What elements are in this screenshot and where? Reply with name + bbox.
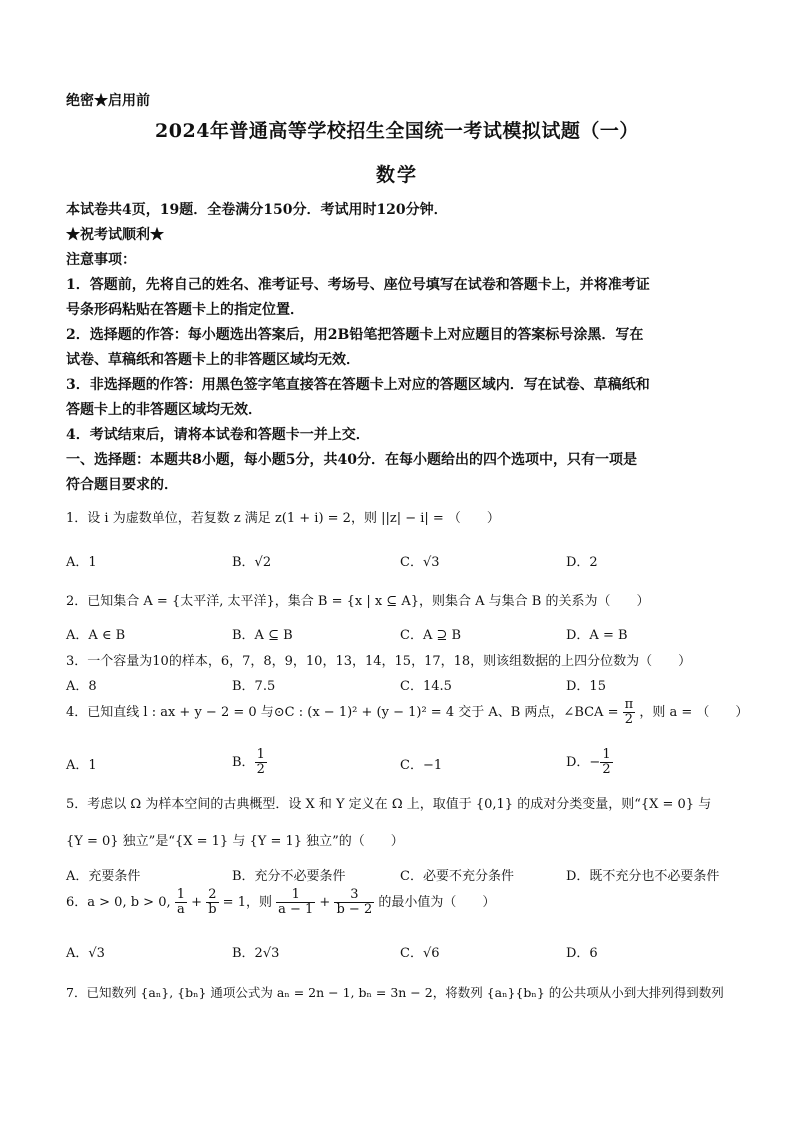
- q6-fraction-2: [206, 888, 218, 917]
- q6-fraction-2-numerator: 2: [206, 888, 218, 903]
- q1-option-a[interactable]: A．1: [66, 555, 97, 570]
- q6-stem-condition: 6．a > 0, b > 0,: [66, 895, 171, 910]
- question-3-stem: 3．一个容量为10的样本，6，7，8，9，10，13，14，15，17，18，则该组数据的上四分位数为（ ）: [66, 654, 692, 669]
- q3-option-a[interactable]: A．8: [66, 679, 97, 694]
- q6-fraction-3: [276, 888, 315, 917]
- question-3-options: [66, 675, 746, 695]
- q6-option-b[interactable]: B．2√3: [232, 946, 280, 961]
- question-2-options: [66, 624, 746, 644]
- note-3-line-2: 答题卡上的非答题区域均无效．: [66, 402, 262, 418]
- exam-title: 2024年普通高等学校招生全国统一考试模拟试题（一）: [155, 120, 639, 142]
- note-3-line-1: 3．非选择题的作答：用黑色签字笔直接答在答题卡上对应的答题区域内．写在试卷、草稿纸和: [66, 377, 650, 393]
- note-2-line-1: 2．选择题的作答：每小题选出答案后，用2B铅笔把答题卡上对应题目的答案标号涂黑．写在: [66, 327, 644, 343]
- q4-option-b-denominator: 2: [256, 762, 265, 777]
- question-7-stem: 7．已知数列 {aₙ}, {bₙ} 通项公式为 aₙ = 2n − 1, bₙ = 3n − 2，将数列 {aₙ}{bₙ} 的公共项从小到大排列得到数列: [66, 985, 724, 1000]
- q4-option-d-numerator: 1: [602, 747, 611, 762]
- note-1-line-2: 号条形码粘贴在答题卡上的指定位置．: [66, 302, 304, 318]
- q6-option-d[interactable]: D．6: [566, 946, 598, 961]
- q5-option-b[interactable]: B．充分不必要条件: [232, 869, 346, 884]
- question-5-stem-line-1: 5．考虑以 Ω 为样本空间的古典概型．设 X 和 Y 定义在 Ω 上，取值于 {0,1} 的成对分类变量，则“{X = 0} 与: [66, 797, 712, 812]
- question-4-stem: [66, 698, 748, 727]
- q6-option-a[interactable]: A．√3: [66, 946, 105, 961]
- q6-fraction-1: [175, 888, 187, 917]
- q4-option-c[interactable]: C．−1: [400, 758, 443, 773]
- q2-option-a[interactable]: A．A ∈ B: [66, 628, 126, 643]
- question-5-options: [66, 865, 746, 885]
- q6-plus-sign: +: [187, 895, 207, 910]
- q4-stem-text: 4．已知直线 l : ax + y − 2 = 0 与⊙C : (x − 1)² + (y − 1)² = 4 交于 A、B 两点，∠BCA =: [66, 705, 619, 720]
- note-2-line-2: 试卷、草稿纸和答题卡上的非答题区域均无效．: [66, 352, 360, 368]
- question-4-options: [66, 748, 746, 778]
- q5-option-a[interactable]: A．充要条件: [66, 869, 141, 884]
- q6-stem-tail: 的最小值为（ ）: [378, 895, 496, 910]
- q4-option-a[interactable]: A．1: [66, 758, 97, 773]
- q6-plus-sign-2: +: [315, 895, 335, 910]
- q6-fraction-3-denominator: a − 1: [278, 902, 314, 917]
- q2-option-d[interactable]: D．A = B: [566, 628, 628, 643]
- exam-summary: 本试卷共4页，19题．全卷满分150分．考试用时120分钟．: [66, 202, 448, 218]
- q4-angle-numerator: π: [624, 697, 634, 712]
- q3-option-c[interactable]: C．14.5: [400, 679, 452, 694]
- q3-option-d[interactable]: D．15: [566, 679, 606, 694]
- q2-option-c[interactable]: C．A ⊇ B: [400, 628, 462, 643]
- q4-option-b[interactable]: [232, 748, 267, 777]
- question-2-stem: 2．已知集合 A = {太平洋, 太平洋}，集合 B = {x | x ⊆ A}，则集合 A 与集合 B 的关系为（ ）: [66, 594, 650, 609]
- note-1-line-1: 1．答题前，先将自己的姓名、准考证号、考场号、座位号填写在试卷和答题卡上，并将准考证: [66, 277, 650, 293]
- q1-option-d[interactable]: D．2: [566, 555, 598, 570]
- q4-stem-tail: ，则 a = （ ）: [639, 705, 749, 720]
- q6-fraction-2-denominator: b: [208, 902, 217, 917]
- q4-angle-denominator: 2: [624, 712, 634, 727]
- q1-option-b[interactable]: B．√2: [232, 555, 272, 570]
- q6-fraction-4-denominator: b − 2: [336, 902, 373, 917]
- question-1-stem: 1．设 i 为虚数单位，若复数 z 满足 z(1 + i) = 2，则 ||z| − i| = （ ）: [66, 511, 500, 526]
- question-1-options: [66, 551, 746, 571]
- q4-option-d[interactable]: [566, 748, 613, 777]
- question-6-stem: [66, 888, 495, 917]
- q5-option-c[interactable]: C．必要不充分条件: [400, 869, 514, 884]
- question-6-options: [66, 942, 746, 962]
- q3-option-b[interactable]: B．7.5: [232, 679, 276, 694]
- subject-title: 数学: [375, 164, 418, 186]
- confidential-label: 绝密★启用前: [66, 93, 150, 109]
- q1-option-c[interactable]: C．√3: [400, 555, 440, 570]
- q6-stem-equals: = 1，则: [218, 895, 272, 910]
- section-1-heading-line-2: 符合题目要求的．: [66, 477, 178, 493]
- q4-option-b-fraction: [255, 748, 267, 777]
- good-luck-line: ★祝考试顺利★: [66, 227, 164, 243]
- q4-angle-fraction: [623, 698, 636, 727]
- q4-option-b-label: B．: [232, 755, 255, 770]
- question-5-stem-line-2: {Y = 0} 独立”是“{X = 1} 与 {Y = 1} 独立”的（ ）: [66, 834, 404, 849]
- q4-option-d-fraction: [600, 748, 612, 777]
- note-4: 4．考试结束后，请将本试卷和答题卡一并上交．: [66, 427, 370, 443]
- q6-fraction-4: [334, 888, 374, 917]
- q6-option-c[interactable]: C．√6: [400, 946, 440, 961]
- q2-option-b[interactable]: B．A ⊆ B: [232, 628, 293, 643]
- q4-option-b-numerator: 1: [256, 747, 265, 762]
- notes-heading: 注意事项：: [66, 252, 136, 268]
- q5-option-d[interactable]: D．既不充分也不必要条件: [566, 869, 720, 884]
- q6-fraction-4-numerator: 3: [334, 888, 374, 903]
- q4-option-d-label: D．−: [566, 755, 601, 770]
- section-1-heading: 一、选择题：本题共8小题，每小题5分，共40分．在每小题给出的四个选项中，只有一项是: [66, 452, 637, 468]
- q6-fraction-3-numerator: 1: [276, 888, 315, 903]
- q6-fraction-1-numerator: 1: [176, 887, 186, 902]
- q6-fraction-1-denominator: a: [177, 902, 185, 917]
- q4-option-d-denominator: 2: [602, 762, 611, 777]
